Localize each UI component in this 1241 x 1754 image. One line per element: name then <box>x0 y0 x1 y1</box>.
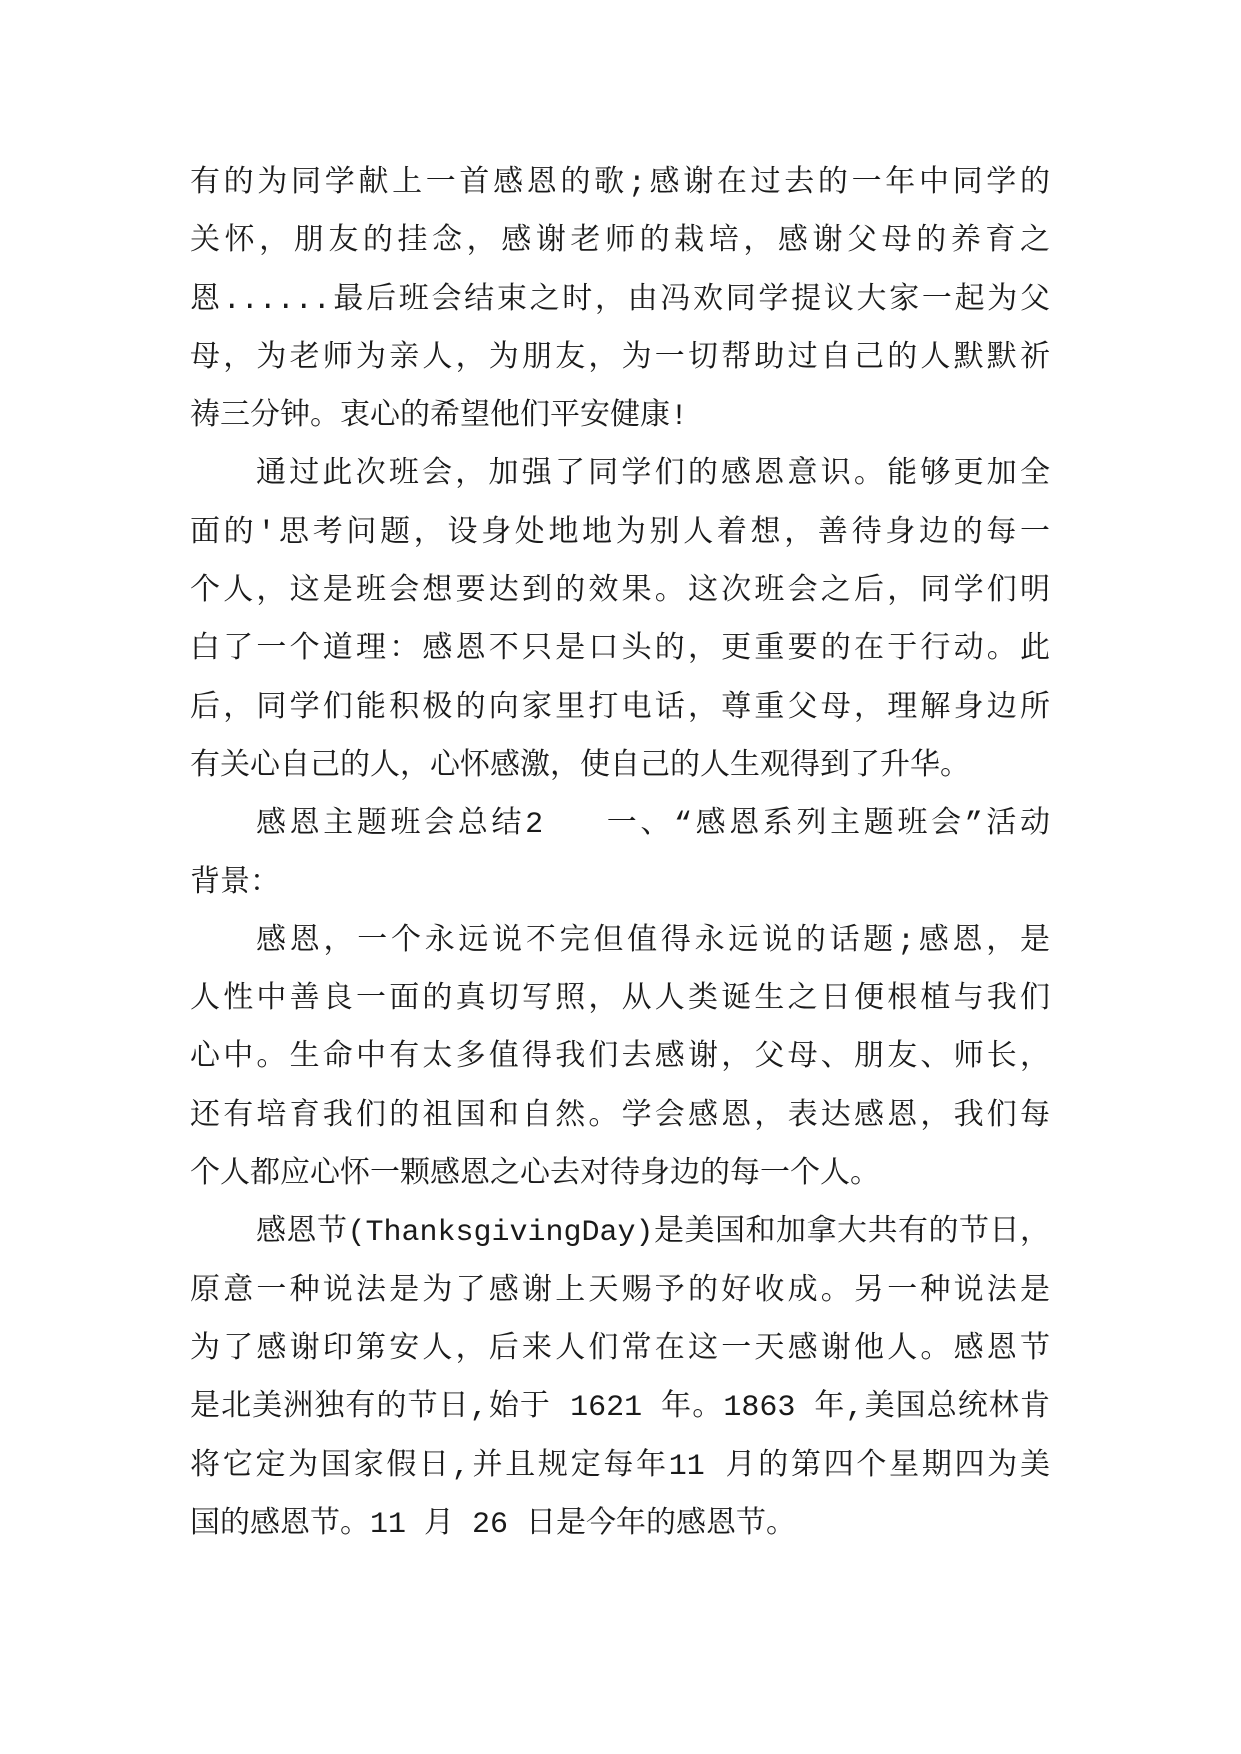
section-heading <box>190 796 1050 913</box>
document-title: 感恩主题班会总结2 <box>256 808 544 843</box>
text-line: 是北美洲独有的节日,始于 1621 年。1863 年,美国总统林肯 <box>190 1391 1050 1426</box>
text-line: 白了一个道理：感恩不只是口头的，更重要的在于行动。此 <box>190 633 1050 668</box>
paragraph <box>190 446 1050 796</box>
text-line: 个人，这是班会想要达到的效果。这次班会之后，同学们明 <box>190 575 1050 610</box>
text-line: 母，为老师为亲人，为朋友，为一切帮助过自己的人默默祈 <box>190 341 1050 376</box>
paragraph <box>190 155 1050 446</box>
text-line: 将它定为国家假日,并且规定每年11 月的第四个星期四为美 <box>190 1449 1050 1484</box>
text-line: 背景： <box>190 866 280 901</box>
paragraph <box>190 1204 1050 1554</box>
text-line: 心中。生命中有太多值得我们去感谢，父母、朋友、师长， <box>190 1041 1050 1076</box>
document-body <box>190 155 1050 1554</box>
text-line: 关怀，朋友的挂念，感谢老师的栽培，感谢父母的养育之 <box>190 225 1050 260</box>
heading-line <box>190 796 1050 854</box>
section-title: 一、“感恩系列主题班会”活动 <box>603 808 1050 843</box>
text-line: 恩......最后班会结束之时，由冯欢同学提议大家一起为父 <box>190 283 1050 318</box>
text-line: 个人都应心怀一颗感恩之心去对待身边的每一个人。 <box>190 1158 880 1193</box>
text-line: 还有培育我们的祖国和自然。学会感恩，表达感恩，我们每 <box>190 1099 1050 1134</box>
text-line: 人性中善良一面的真切写照，从人类诞生之日便根植与我们 <box>190 983 1050 1018</box>
paragraph <box>190 913 1050 1204</box>
text-line: 感恩节(ThanksgivingDay)是美国和加拿大共有的节日， <box>256 1216 1050 1251</box>
text-line: 国的感恩节。11 月 26 日是今年的感恩节。 <box>190 1507 797 1542</box>
text-line: 为了感谢印第安人，后来人们常在这一天感谢他人。感恩节 <box>190 1332 1050 1367</box>
text-line: 感恩，一个永远说不完但值得永远说的话题;感恩，是 <box>256 924 1050 959</box>
text-line: 面的'思考问题，设身处地地为别人着想，善待身边的每一 <box>190 516 1050 551</box>
text-line: 祷三分钟。衷心的希望他们平安健康! <box>190 400 689 435</box>
text-line: 通过此次班会，加强了同学们的感恩意识。能够更加全 <box>256 458 1050 493</box>
text-line: 有关心自己的人，心怀感激，使自己的人生观得到了升华。 <box>190 749 970 784</box>
text-line: 后，同学们能积极的向家里打电话，尊重父母，理解身边所 <box>190 691 1050 726</box>
text-line: 有的为同学献上一首感恩的歌;感谢在过去的一年中同学的 <box>190 167 1050 201</box>
text-line: 原意一种说法是为了感谢上天赐予的好收成。另一种说法是 <box>190 1274 1050 1309</box>
heading-spacer <box>543 831 603 832</box>
